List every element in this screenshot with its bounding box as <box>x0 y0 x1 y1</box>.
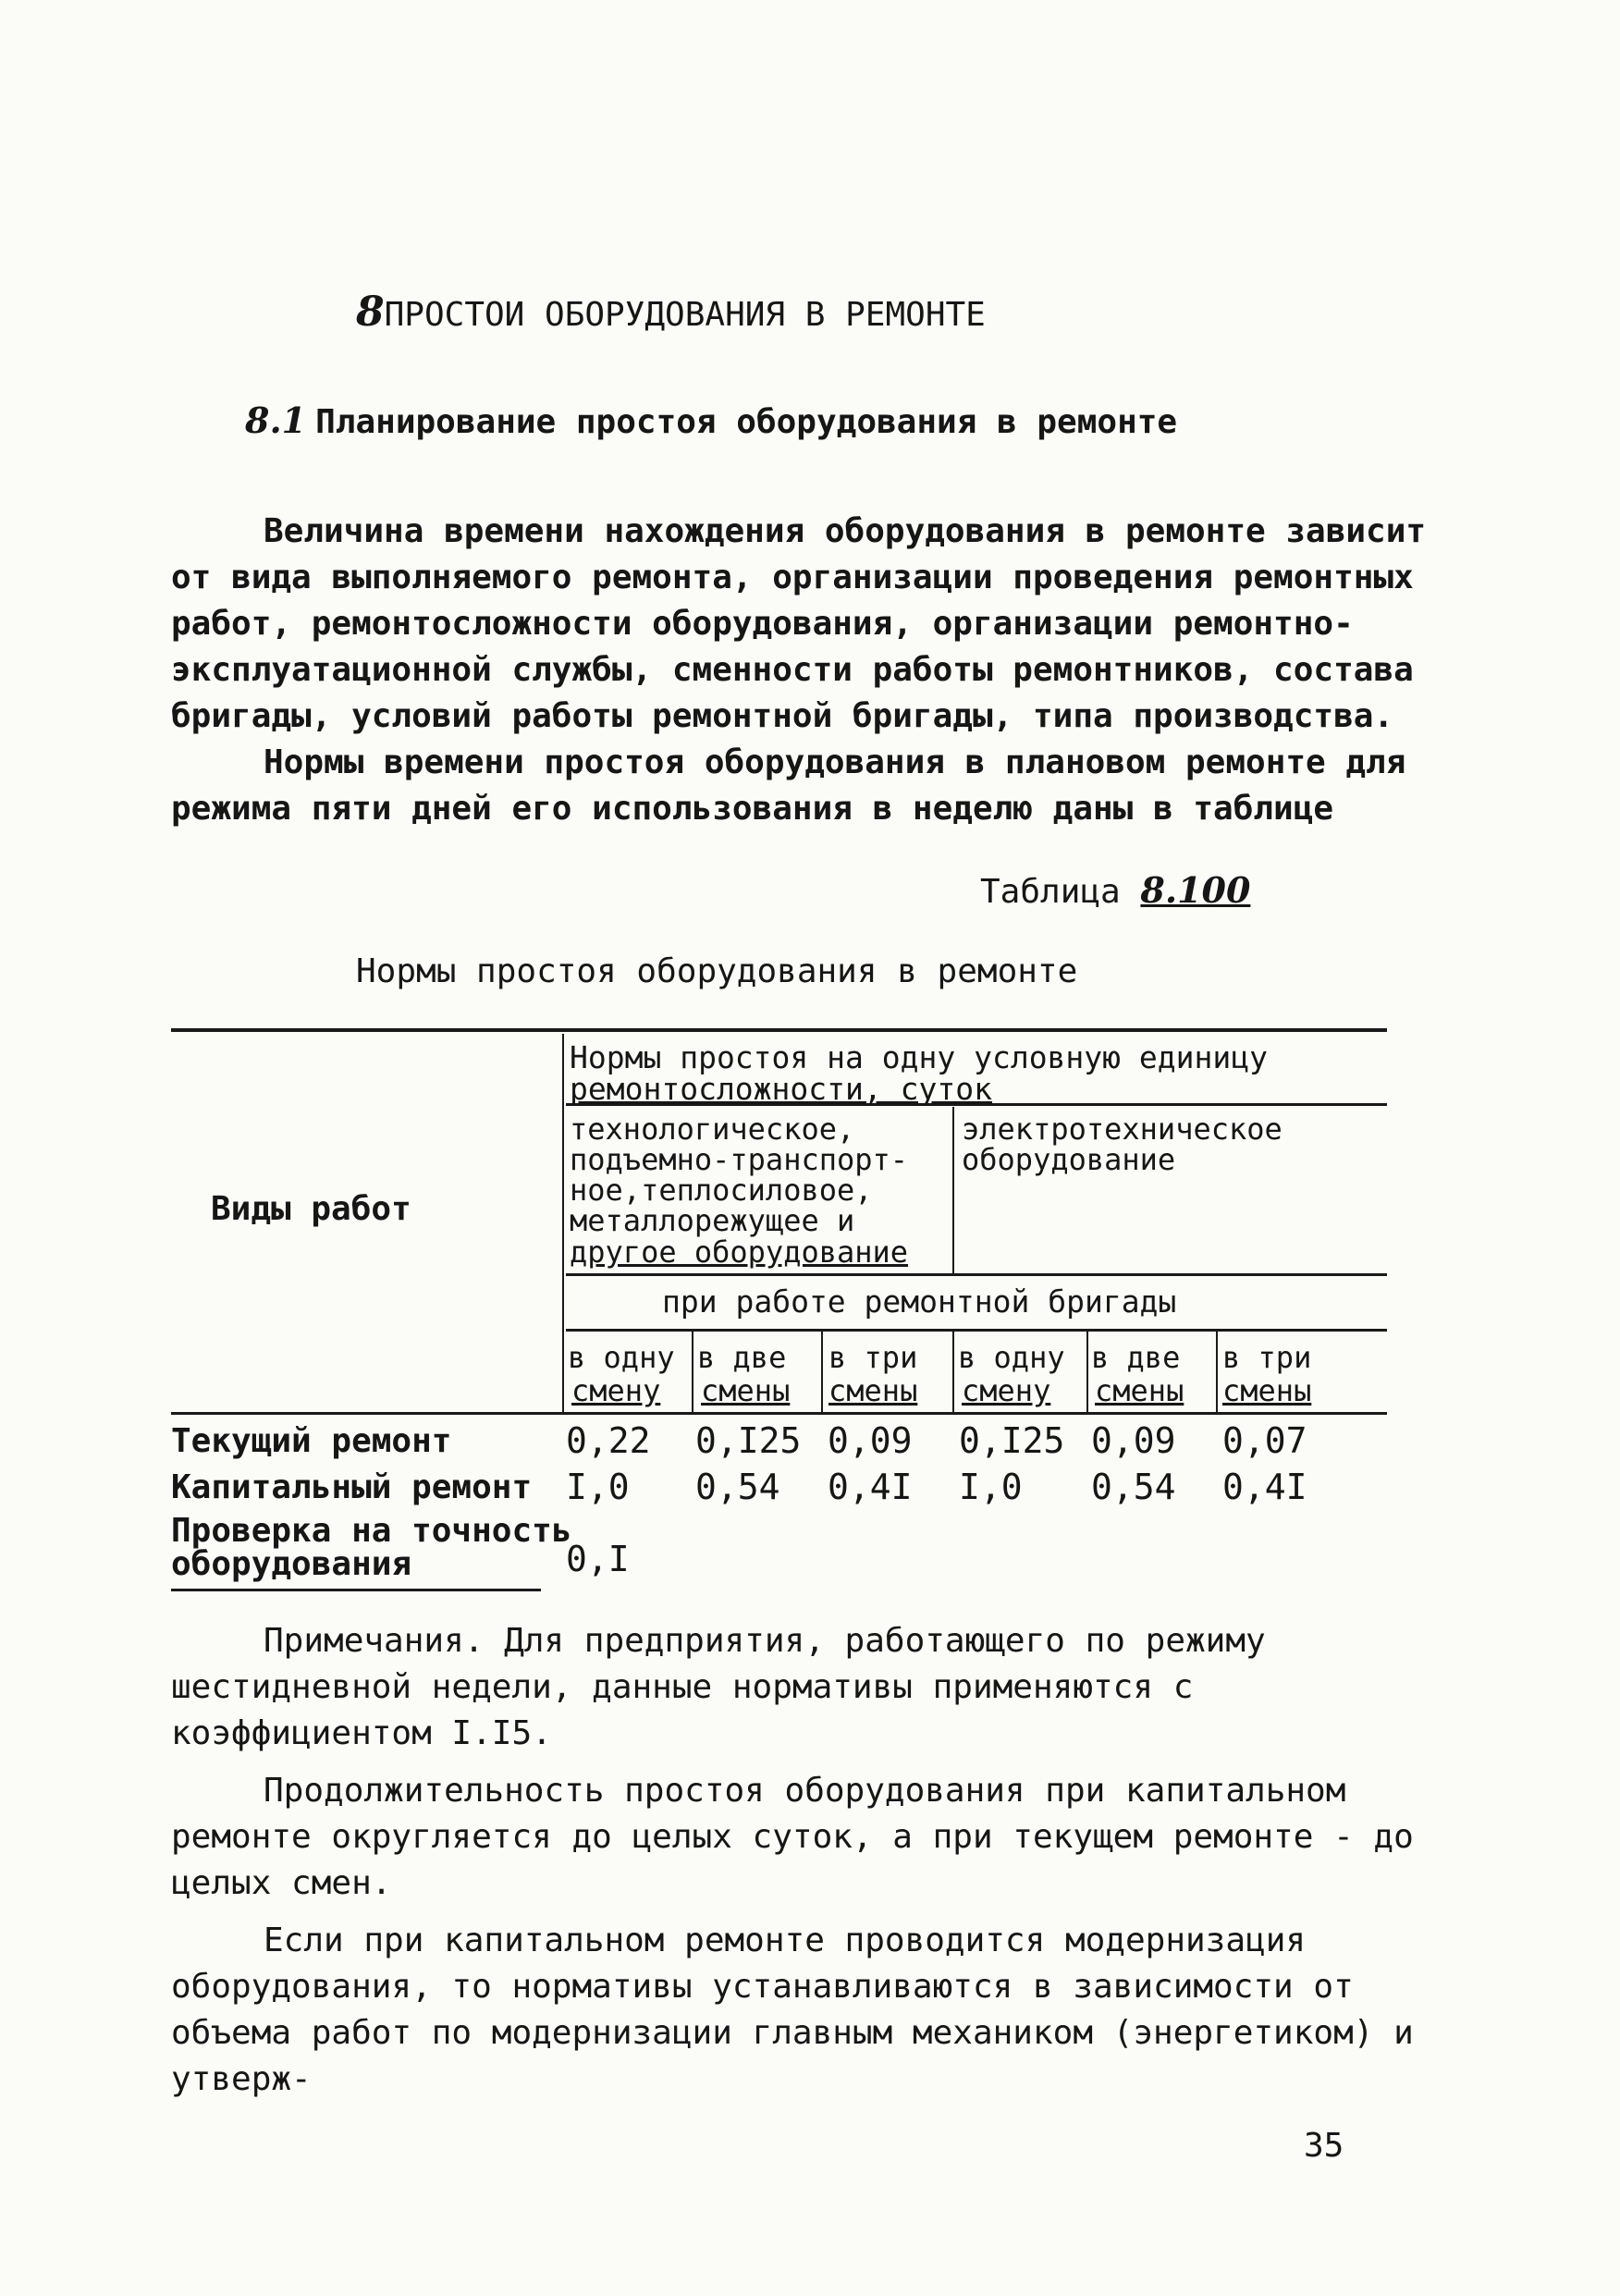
table-cell: 0,I25 <box>695 1420 802 1461</box>
table-label-number: 8.100 <box>1140 869 1251 911</box>
row-label-accuracy-line1: Проверка на точность <box>171 1512 572 1550</box>
shift-divider-2 <box>821 1332 823 1413</box>
shift-4-line1: в одну <box>958 1340 1065 1375</box>
section-title: ПРОСТОИ ОБОРУДОВАНИЯ В РЕМОНТЕ <box>384 296 986 334</box>
table-cell: 0,4I <box>828 1467 913 1507</box>
shift-divider-3 <box>952 1332 954 1413</box>
brigade-header: при работе ремонтной бригады <box>662 1283 1177 1320</box>
shift-2-line1: в две <box>697 1340 787 1375</box>
note-3: Если при капитальном ремонте проводится модернизация оборудования, то нормативы устанавливаются в зависимости от объема работ по модернизации главным механиком (энергетиком) и утверж- <box>171 1922 1414 2098</box>
table-cell: 0,09 <box>1091 1420 1176 1461</box>
group-divider <box>952 1107 954 1273</box>
top-header-line1: Нормы простоя на одну условную единицу <box>570 1039 1268 1075</box>
group2-line2: оборудование <box>962 1142 1176 1177</box>
row-header: Виды работ <box>211 1190 411 1228</box>
shift-3-line2: смены <box>828 1373 918 1408</box>
paragraph-1: Величина времени нахождения оборудования в ремонте зависит от вида выполняемого ремонта, организации проведения ремонтных работ, ремонтосложности оборудования, организации ремонтно-эксплуатационной службы, сменности работы ремонтников, состава бригады, условий работы ремонтной бригады, типа производства. <box>171 512 1427 735</box>
table-cell: I,0 <box>959 1467 1023 1507</box>
table-cell: 0,07 <box>1222 1420 1307 1461</box>
subsection-title: Планирование простоя оборудования в ремонте <box>315 403 1178 441</box>
subsection-number: 8.1 <box>245 399 307 441</box>
row-label-accuracy-line2: оборудования <box>171 1545 412 1583</box>
row-label-current-repair: Текущий ремонт <box>171 1422 452 1460</box>
group1-line3: ное,теплосиловое, <box>570 1173 873 1208</box>
paragraph-2: Нормы времени простоя оборудования в плановом ремонте для режима пяти дней его использования в неделю даны в таблице <box>171 743 1406 828</box>
table-cell: I,0 <box>566 1467 630 1507</box>
table-bottom-rule <box>171 1589 541 1591</box>
shift-5-line1: в две <box>1091 1340 1181 1375</box>
row-label-accuracy-check <box>171 1512 572 1583</box>
shift-2-line2: смены <box>701 1373 791 1408</box>
shift-divider-4 <box>1086 1332 1088 1413</box>
group1-line1: технологическое, <box>570 1111 855 1147</box>
header-rule-2 <box>566 1273 1387 1276</box>
shift-divider-5 <box>1216 1332 1218 1413</box>
row-label-capital-repair: Капитальный ремонт <box>171 1468 533 1506</box>
shift-3-line1: в три <box>828 1340 918 1375</box>
table-cell: 0,54 <box>695 1467 780 1507</box>
header-rule-3 <box>566 1329 1387 1332</box>
table-cell: 0,I <box>566 1539 630 1579</box>
col-divider-main <box>562 1034 564 1413</box>
top-header-line2: ремонтосложности, суток <box>570 1071 992 1107</box>
group2-line1: электротехническое <box>962 1111 1282 1147</box>
table-cell: 0,4I <box>1222 1467 1307 1507</box>
table-cell: 0,09 <box>828 1420 913 1461</box>
table-cell: 0,I25 <box>959 1420 1065 1461</box>
shift-1-line1: в одну <box>568 1340 675 1375</box>
group1-line5: другое оборудование <box>570 1234 909 1270</box>
shift-1-line2: смену <box>571 1373 661 1408</box>
shift-divider-1 <box>692 1332 693 1413</box>
shift-5-line2: смены <box>1095 1373 1184 1408</box>
shift-6-line2: смены <box>1222 1373 1312 1408</box>
group1-line2: подъемно-транспорт- <box>570 1142 909 1177</box>
note-1: Примечания. Для предприятия, работающего по режиму шестидневной недели, данные нормативы применяются с коэффициентом I.I5. <box>171 1622 1266 1752</box>
notes <box>171 1618 1429 2103</box>
shift-4-line2: смену <box>962 1373 1051 1408</box>
table-cell: 0,54 <box>1091 1467 1176 1507</box>
note-2: Продолжительность простоя оборудования при капитальном ремонте округляется до целых суток, а при текущем ремонте - до целых смен. <box>171 1772 1414 1902</box>
shift-6-line1: в три <box>1222 1340 1312 1375</box>
group1-line4: металлорежущее и <box>570 1203 855 1238</box>
section-number: 8 <box>356 289 385 336</box>
header-bottom-rule <box>171 1412 1387 1415</box>
table-label-text: Таблица <box>980 873 1121 911</box>
table-top-rule <box>171 1028 1387 1032</box>
table-title: Нормы простоя оборудования в ремонте <box>356 952 1078 990</box>
table-cell: 0,22 <box>566 1420 651 1461</box>
page-number: 35 <box>1304 2127 1344 2165</box>
